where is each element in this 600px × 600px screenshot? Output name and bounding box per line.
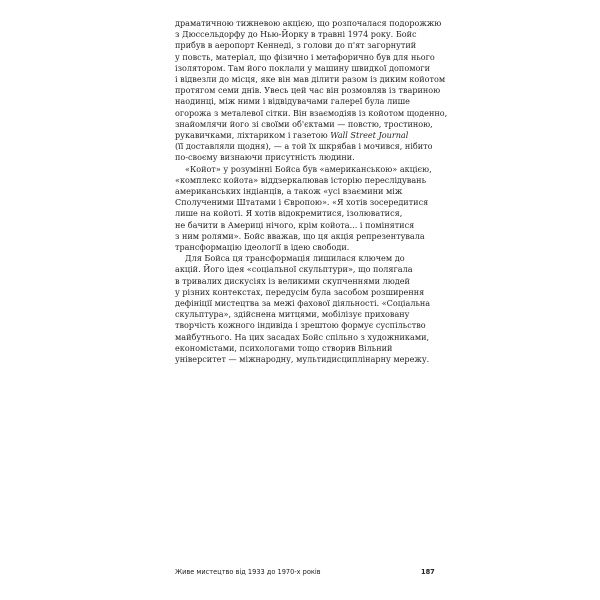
- text-line: дефініції мистецтва за межі фахової діяльності. «Соціальна: [175, 298, 431, 309]
- text-line: не бачити в Америці нічого, крім койота... і помінятися: [175, 219, 415, 230]
- text-line: по-своєму визнаючи присутність людини.: [175, 152, 355, 163]
- text-line: драматичною тижневою акцією, що розпочалася подорожжю: [175, 18, 442, 28]
- text-line: ізолятором. Там його поклали у машину швидкої допомоги: [175, 62, 431, 73]
- running-footer-title: Живе мистецтво від 1933 до 1970-х років: [175, 568, 321, 576]
- text-line: творчість кожного індивіда і зрештою формує суспільство: [175, 320, 426, 331]
- newspaper-title: Wall Street Journal: [330, 130, 409, 141]
- text-line: Сполученими Штатами і Європою». «Я хотів зосередитися: [175, 197, 429, 208]
- text-line: майбутнього. На цих засадах Бойс спільно з художниками,: [175, 331, 430, 342]
- text-line: прибув в аеропорт Кеннеді, з голови до п'ят загорнутий: [175, 40, 417, 51]
- text-line: акцій. Його ідея «соціальної скульптури», що полягала: [175, 264, 413, 275]
- body-text: [175, 18, 450, 365]
- text-line: (її доставляли щодня), — а той їх шкрябав і мочився, нібито: [175, 141, 433, 152]
- text-line: «Койот» у розумінні Бойса був «американською» акцією,: [185, 163, 432, 174]
- text-line: з Дюссельдорфу до Нью-Йорку в травні 1974 року. Бойс: [175, 29, 417, 40]
- text-line: у різних контекстах, передусім була засобом розширення: [175, 286, 425, 297]
- text-line: наодинці, між ними і відвідувачами галереї була лише: [175, 96, 410, 107]
- page-number: 187: [421, 568, 435, 576]
- text-line: американських індіанців, а також «усі взаємини між: [175, 186, 403, 197]
- text-line: університет — міжнародну, мультидисциплінарну мережу.: [175, 354, 430, 365]
- text-line: і відвезли до місця, яке він мав ділити разом із диким койотом: [175, 74, 446, 85]
- text-line: в тривалих дискусіях із великими скупченнями людей: [175, 275, 410, 286]
- paragraph-2: [175, 164, 450, 254]
- text-line: з ним ролями». Бойс вважав, що ця акція репрезентувала: [175, 230, 425, 241]
- text-line: протягом семи днів. Увесь цей час він розмовляв із твариною: [175, 85, 441, 96]
- text-line: лише на койоті. Я хотів відокремитися, ізолюватися,: [175, 208, 403, 219]
- paragraph-3: [175, 253, 450, 365]
- text-line: скульптура», здійснена митцями, мобілізує приховану: [175, 309, 410, 320]
- text-line: огорожа з металевої сітки. Він взаємодіяв із койотом щоденно,: [175, 107, 448, 118]
- text-line: Для Бойса ця трансформація лишилася ключем до: [185, 253, 405, 264]
- text-line: економістами, психологами тощо створив Вільний: [175, 342, 393, 353]
- text-line: у повсть, матеріал, що фізично і метафорично був для нього: [175, 51, 435, 62]
- text-line: знайомлячи його зі своїми об'єктами — повстю, тростиною,: [175, 118, 433, 129]
- text-line: [175, 130, 450, 141]
- text-line: трансформацію ідеології в ідею свободи.: [175, 242, 350, 253]
- text-line: «комплекс койота» віддзеркалював історію переслідувань: [175, 174, 426, 185]
- text-fragment: рукавичками, ліхтариком і газетою: [175, 130, 331, 141]
- paragraph-1: [175, 18, 450, 164]
